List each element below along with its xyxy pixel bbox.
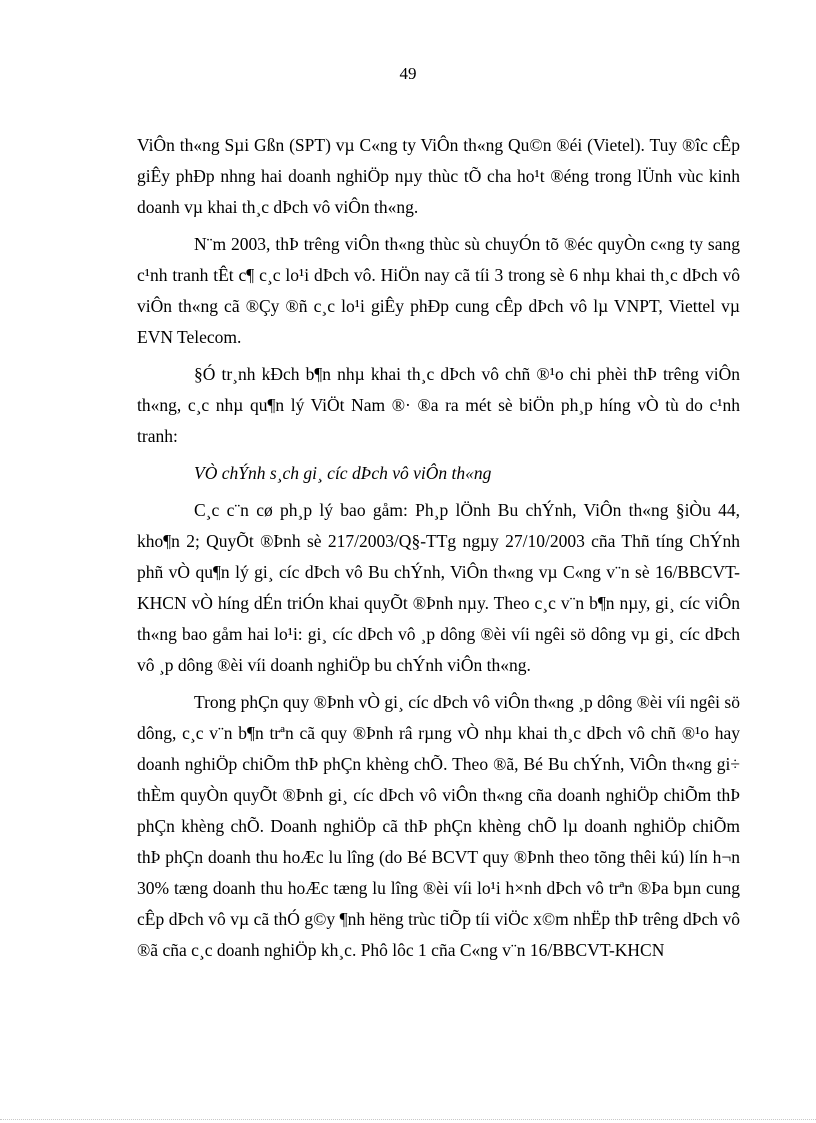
- paragraph-4: C¸c c¨n cø ph¸p lý bao gåm: Ph¸p lÖnh Bu chÝnh, ViÔn th«ng §iÒu 44, kho¶n 2; QuyÕt ®Þnh sè 217/2003/Q§-TTg ngµy 27/10/2003 cña Thñ tíng ChÝnh phñ vÒ qu¶n lý gi¸ cíc dÞch vô Bu chÝnh, ViÔn th«ng vµ C«ng v¨n sè 16/BBCVT-KHCN vÒ híng dÉn triÓn khai quyÕt ®Þnh nµy. Theo c¸c v¨n b¶n nµy, gi¸ cíc viÔn th«ng bao gåm hai lo¹i: gi¸ cíc dÞch vô ¸p dông ®èi víi ngêi sö dông vµ gi¸ cíc dÞch vô ¸p dông ®èi víi doanh nghiÖp bu chÝnh viÔn th«ng.: [137, 500, 740, 675]
- document-body: [137, 130, 740, 966]
- paragraph-3: §Ó tr¸nh kÐch b¶n nhµ khai th¸c dÞch vô chñ ®¹o chi phèi thÞ trêng viÔn th«ng, c¸c nhµ qu¶n lý ViÖt Nam ®· ®a ra mét sè biÖn ph¸p híng vÒ tù do c¹nh tranh:: [137, 364, 740, 446]
- paragraph-2: N¨m 2003, thÞ trêng viÔn th«ng thùc sù chuyÓn tõ ®éc quyÒn c«ng ty sang c¹nh tranh tÊt c¶ c¸c lo¹i dÞch vô. HiÖn nay cã tíi 3 trong sè 6 nhµ khai th¸c dÞch vô viÔn th«ng cã ®Çy ®ñ c¸c lo¹i giÊy phÐp cung cÊp dÞch vô lµ VNPT, Viettel vµ EVN Telecom.: [137, 234, 740, 347]
- page-number: 49: [399, 64, 417, 83]
- paragraph-5: Trong phÇn quy ®Þnh vÒ gi¸ cíc dÞch vô viÔn th«ng ¸p dông ®èi víi ngêi sö dông, c¸c v¨n b¶n trªn cã quy ®Þnh râ rµng vÒ nhµ khai th¸c dÞch vô chñ ®¹o hay doanh nghiÖp chiÕm thÞ phÇn khèng chÕ. Theo ®ã, Bé Bu chÝnh, ViÔn th«ng gi÷ thÈm quyÒn quyÕt ®Þnh gi¸ cíc dÞch vô viÔn th«ng cña doanh nghiÖp chiÕm thÞ phÇn khèng chÕ. Doanh nghiÖp cã thÞ phÇn khèng chÕ lµ doanh nghiÖp chiÕm thÞ phÇn doanh thu hoÆc lu lîng (do Bé BCVT quy ®Þnh theo tõng thêi kú) lín h¬n 30% tæng doanh thu hoÆc tæng lu lîng ®èi víi lo¹i h×nh dÞch vô trªn ®Þa bµn cung cÊp dÞch vô vµ cã thÓ g©y ¶nh hëng trùc tiÕp tíi viÖc x©m nhËp thÞ trêng dÞch vô ®ã cña c¸c doanh nghiÖp kh¸c. Phô lôc 1 cña C«ng v¨n 16/BBCVT-KHCN: [137, 692, 740, 960]
- page-bottom-rule: [0, 1119, 816, 1120]
- paragraph-1: ViÔn th«ng Sµi Gßn (SPT) vµ C«ng ty ViÔn th«ng Qu©n ®éi (Vietel). Tuy ®îc cÊp giÊy phÐp nhng hai doanh nghiÖp nµy thùc tÕ cha ho¹t ®éng trong lÜnh vùc kinh doanh vµ khai th¸c dÞch vô viÔn th«ng.: [137, 135, 740, 217]
- section-heading: VÒ chÝnh s¸ch gi¸ cíc dÞch vô viÔn th«ng: [194, 463, 492, 483]
